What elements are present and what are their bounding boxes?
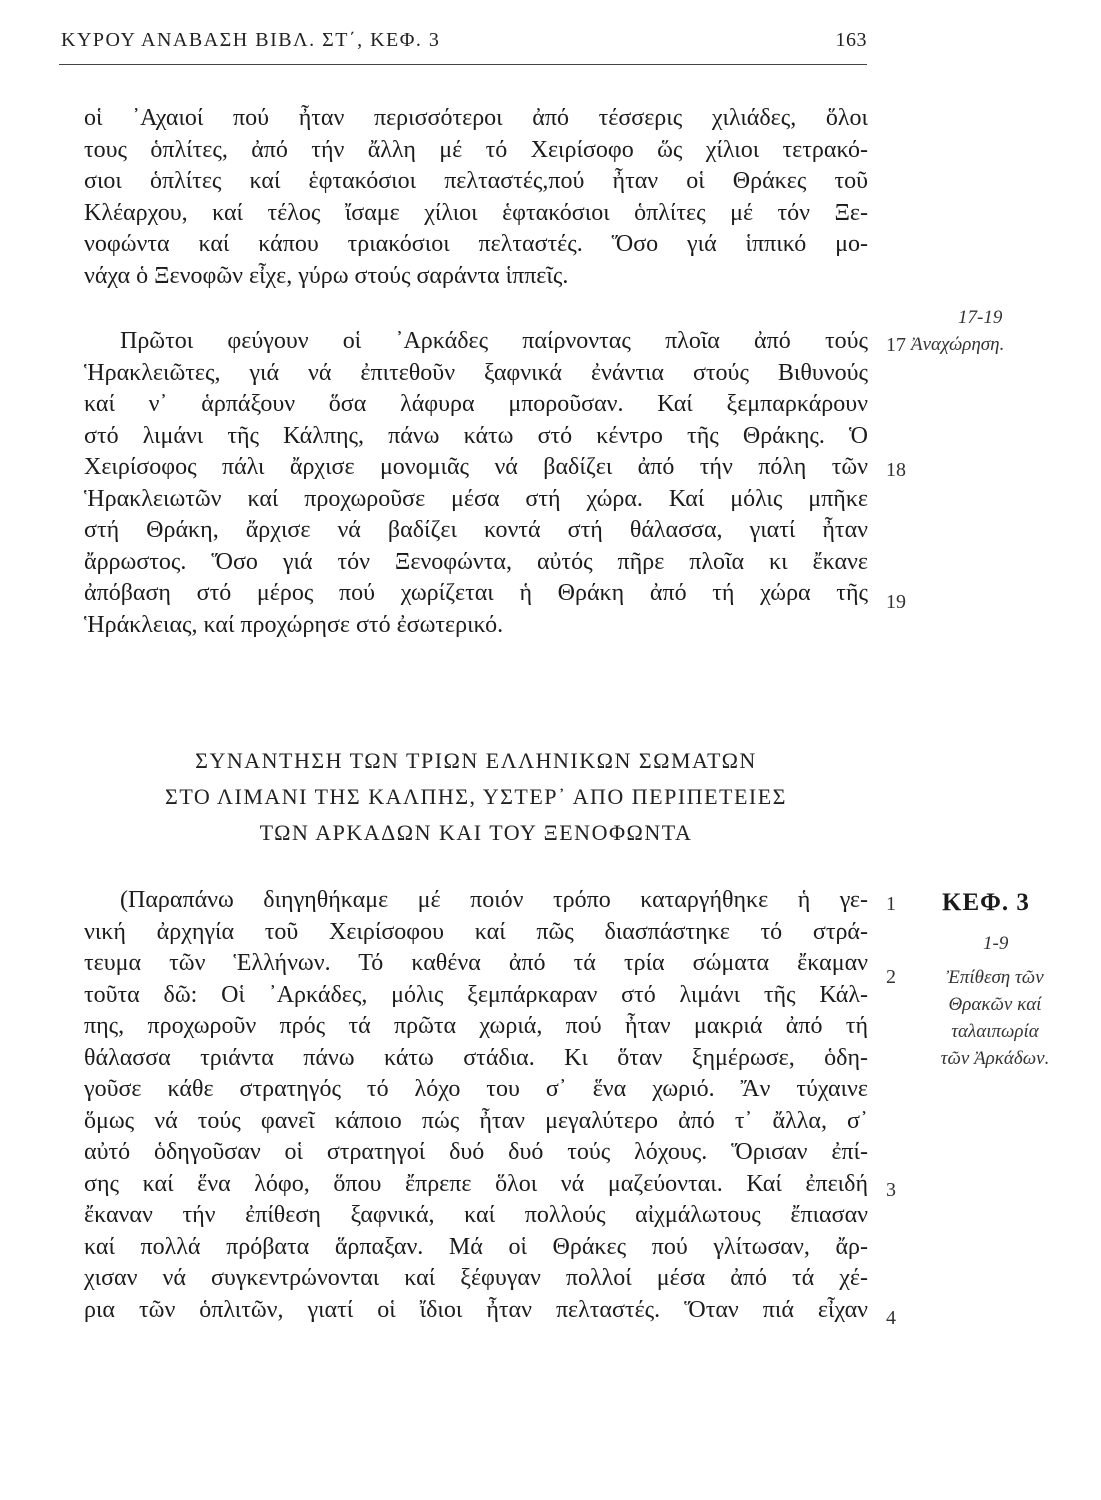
text-line: στό λιμάνι τῆς Κάλπης, πάνω κάτω στό κέντρο τῆς Θράκης. Ὁ	[84, 422, 868, 449]
text-line: καί ν᾽ ἁρπάξουν ὅσα λάφυρα μποροῦσαν. Καί ξεμπαρκάρουν	[84, 391, 868, 417]
section-heading-line: ΣΤΟ ΛΙΜΑΝΙ ΤΗΣ ΚΑΛΠΗΣ, ΥΣΤΕΡ᾽ ΑΠΟ ΠΕΡΙΠΕΤΕΙΕΣ	[165, 784, 787, 809]
paragraph-2	[84, 326, 868, 641]
verse-number-1: 1	[886, 893, 896, 915]
text-line: Κλέαρχου, καί τέλος ἴσαμε χίλιοι ἑφτακόσιοι ὁπλίτες μέ τόν Ξε-	[84, 199, 868, 226]
text-line: ὅμως νά τούς φανεῖ κάποιο πώς ἦταν μεγαλύτερο ἀπό τ᾽ ἄλλα, σ᾽	[84, 1107, 868, 1134]
text-line: οἱ ᾽Αχαιοί πού ἦταν περισσότεροι ἀπό τέσσερις χιλιάδες, ὅλοι	[84, 105, 868, 131]
margin-note-line: Θρακῶν καί	[948, 994, 1042, 1015]
text-line: νάχα ὁ Ξενοφῶν εἶχε, γύρω στούς σαράντα ἱππεῖς.	[84, 262, 569, 289]
verse-number-17: 17	[886, 334, 906, 356]
text-line: θάλασσα τριάντα πάνω κάτω στάδια. Κι ὅταν ξημέρωσε, ὁδη-	[84, 1044, 868, 1071]
text-line: χισαν νά συγκεντρώνονται καί ξέφυγαν πολλοί μέσα ἀπό τά χέ-	[84, 1265, 868, 1291]
section-heading	[84, 743, 868, 851]
text-line: Ἡρακλειωτῶν καί προχωροῦσε μέσα στή χώρα. Καί μόλις μπῆκε	[84, 485, 868, 512]
margin-note-line: τῶν Ἀρκάδων.	[940, 1048, 1050, 1069]
verse-number-19: 19	[886, 591, 906, 613]
paragraph-3	[84, 885, 868, 1326]
text-line: ἔκαναν τήν ἐπίθεση ξαφνικά, καί πολλούς αἰχμάλωτους ἔπιασαν	[84, 1202, 868, 1228]
text-line: Ἡρακλειῶτες, γιά νά ἐπιτεθοῦν ξαφνικά ἐνάντια στούς Βιθυνούς	[84, 359, 868, 386]
text-line: (Παραπάνω διηγηθήκαμε μέ ποιόν τρόπο καταργήθηκε ἡ γε-	[120, 887, 868, 913]
text-line: ρια τῶν ὁπλιτῶν, γιατί οἱ ἴδιοι ἦταν πελταστές. Ὅταν πιά εἶχαν	[84, 1296, 868, 1323]
running-header-title: ΚΥΡΟΥ ΑΝΑΒΑΣΗ ΒΙΒΛ. ΣΤ΄, ΚΕΦ. 3	[61, 29, 441, 51]
text-line: Πρῶτοι φεύγουν οἱ ᾽Αρκάδες παίρνοντας πλοῖα ἀπό τούς	[120, 328, 868, 354]
text-line: ἀπόβαση στό μέρος πού χωρίζεται ἡ Θράκη ἀπό τή χώρα τῆς	[84, 580, 868, 606]
margin-note-attack	[890, 964, 1100, 1072]
text-line: σιοι ὁπλίτες καί ἑφτακόσιοι πελταστές,πού ἦταν οἱ Θράκες τοῦ	[84, 168, 868, 194]
text-line: τευμα τῶν Ἑλλήνων. Τό καθένα ἀπό τά τρία σώματα ἔκαμαν	[84, 950, 868, 976]
verse-number-3: 3	[886, 1179, 896, 1201]
text-line: γοῦσε κάθε στρατηγός τό λόχο του σ᾽ ἕνα χωριό. Ἄν τύχαινε	[84, 1076, 868, 1102]
text-line: νοφώντα καί κάπου τριακόσιοι πελταστές. Ὅσο γιά ἱππικό μο-	[84, 231, 868, 257]
text-line: πης, προχωροῦν πρός τά πρῶτα χωριά, πού ἦταν μακριά ἀπό τή	[84, 1013, 868, 1039]
margin-note-line: ταλαιπωρία	[951, 1021, 1039, 1042]
text-line: τους ὁπλίτες, ἀπό τήν ἄλλη μέ τό Χειρίσοφο ὥς χίλιοι τετρακό-	[84, 136, 868, 163]
margin-note-line: Ἐπίθεση τῶν	[946, 967, 1044, 988]
text-line: στή Θράκη, ἄρχισε νά βαδίζει κοντά στή θάλασσα, γιατί ἦταν	[84, 517, 868, 543]
section-heading-line: ΤΩΝ ΑΡΚΑΔΩΝ ΚΑΙ ΤΟΥ ΞΕΝΟΦΩΝΤΑ	[259, 820, 693, 845]
verse-number-2: 2	[886, 966, 896, 988]
page-number: 163	[835, 29, 867, 51]
text-line: Χειρίσοφος πάλι ἄρχισε μονομιᾶς νά βαδίζει ἀπό τήν πόλη τῶν	[84, 454, 868, 480]
text-line: ἄρρωστος. Ὅσο γιά τόν Ξενοφώντα, αὐτός πῆρε πλοῖα κι ἔκανε	[84, 548, 868, 575]
text-line: Ἡράκλειας, καί προχώρησε στό ἐσωτερικό.	[84, 611, 504, 638]
text-line: καί πολλά πρόβατα ἅρπαξαν. Μά οἱ Θράκες πού γλίτωσαν, ἄρ-	[84, 1233, 868, 1260]
text-line: νική ἀρχηγία τοῦ Χειρίσοφου καί πῶς διασπάστηκε τό στρά-	[84, 918, 868, 945]
margin-range-1-9: 1-9	[983, 933, 1009, 954]
verse-number-4: 4	[886, 1307, 896, 1329]
margin-note-departure: Ἀναχώρηση.	[911, 334, 1005, 355]
text-line: σης καί ἕνα λόφο, ὅπου ἔπρεπε ὅλοι νά μαζεύονται. Καί ἐπειδή	[84, 1170, 868, 1197]
chapter-label: ΚΕΦ. 3	[942, 889, 1030, 916]
header-rule	[59, 64, 867, 65]
text-line: τοῦτα δῶ: Οἱ ᾽Αρκάδες, μόλις ξεμπάρκαραν στό λιμάνι τῆς Κάλ-	[84, 981, 868, 1008]
section-heading-line: ΣΥΝΑΝΤΗΣΗ ΤΩΝ ΤΡΙΩΝ ΕΛΛΗΝΙΚΩΝ ΣΩΜΑΤΩΝ	[195, 748, 757, 773]
margin-range-17-19: 17-19	[958, 307, 1003, 328]
running-header	[61, 29, 867, 59]
paragraph-1	[84, 103, 868, 292]
text-line: αὐτό ὁδηγοῦσαν οἱ στρατηγοί δυό δυό τούς λόχους. Ὅρισαν ἐπί-	[84, 1139, 868, 1165]
verse-number-18: 18	[886, 459, 906, 481]
